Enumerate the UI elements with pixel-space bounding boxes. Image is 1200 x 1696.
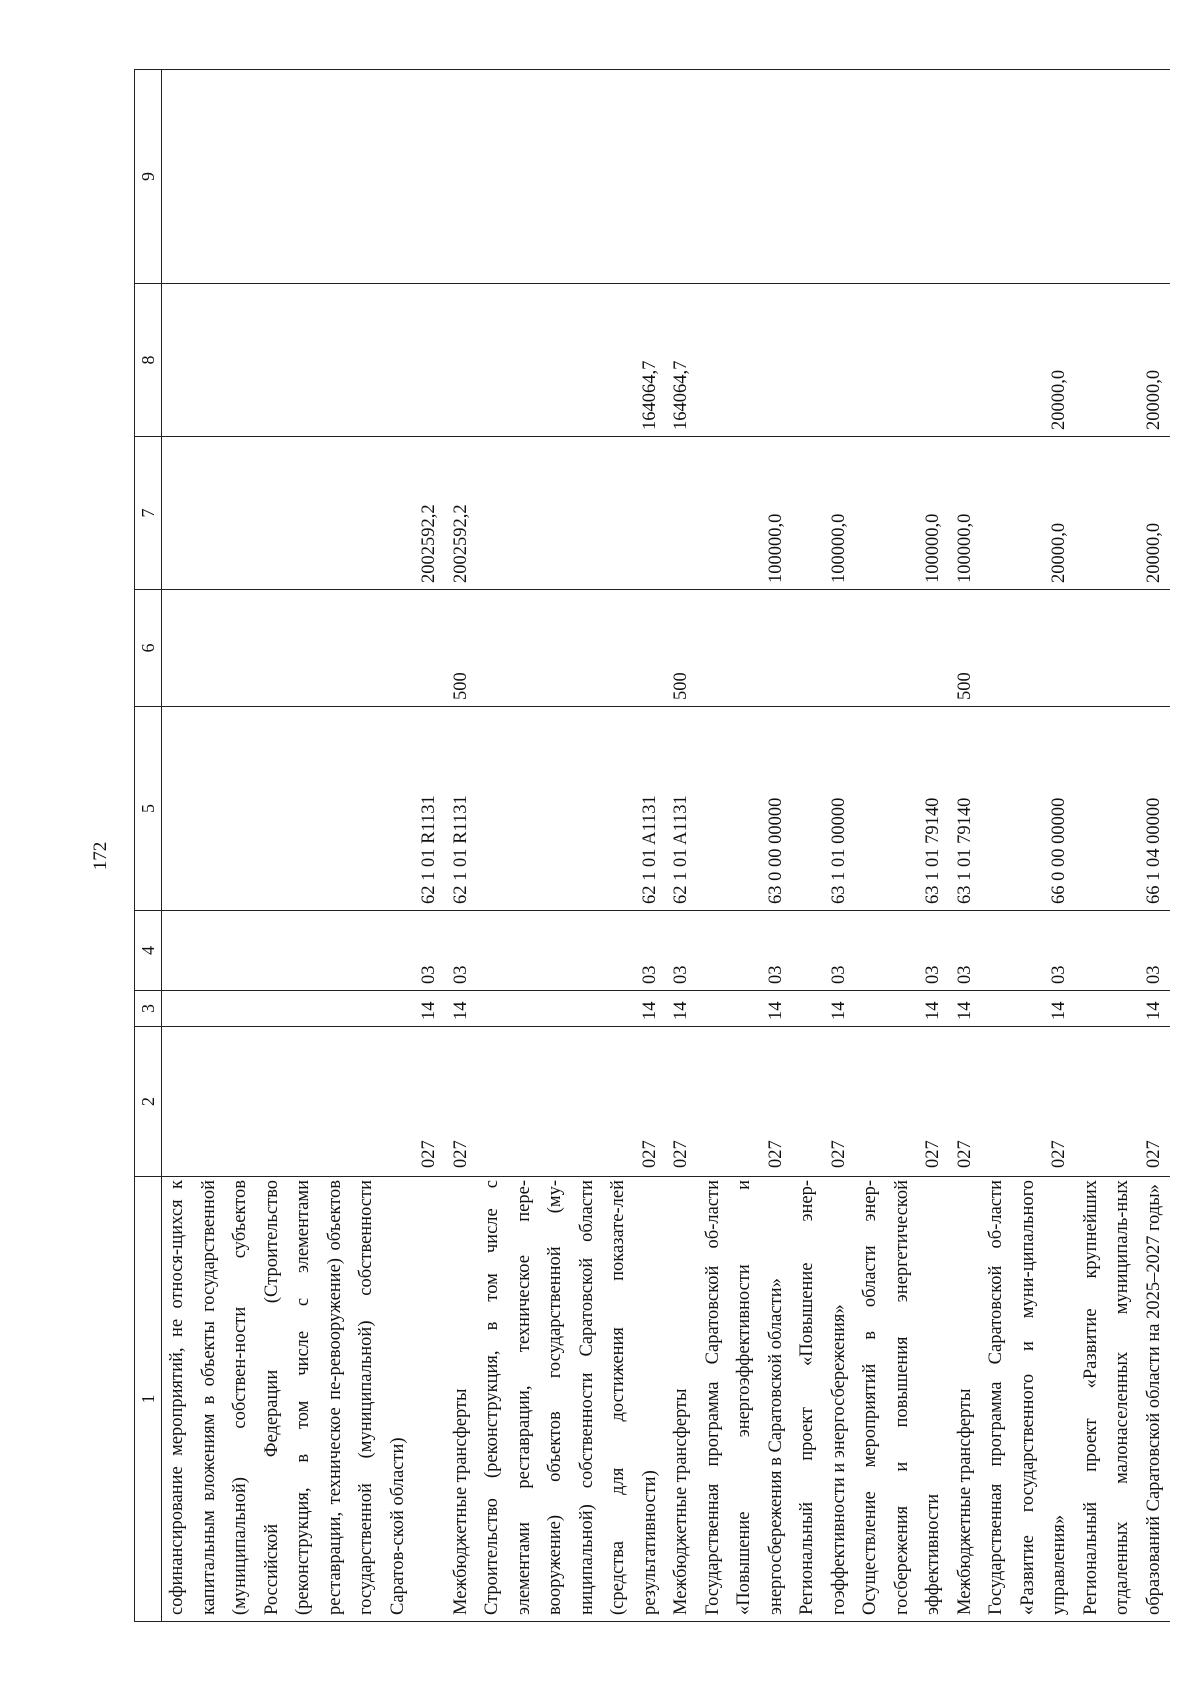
cell-col-2: 027 bbox=[792, 1027, 855, 1177]
row-description: Государственная программа Саратовской об-ласти «Повышение энергоэффективности и энергосбережения в Саратовской области» bbox=[698, 1177, 793, 1622]
cell-col-8: 164064,7 bbox=[666, 284, 698, 437]
cell-col-6 bbox=[855, 590, 950, 707]
column-header-1: 1 bbox=[135, 1177, 162, 1622]
cell-col-7: 2002592,2 bbox=[414, 437, 446, 590]
cell-col-9 bbox=[162, 70, 415, 284]
cell-col-9 bbox=[981, 70, 1076, 284]
row-description: Региональный проект «Развитие крупнейших отдаленных малонаселенных муниципаль-ных образований Саратовской области на 2025–2027 годы» bbox=[1076, 1177, 1171, 1622]
column-header-8: 8 bbox=[135, 284, 162, 437]
cell-col-6 bbox=[981, 590, 1076, 707]
header-row bbox=[135, 70, 162, 1622]
cell-col-9 bbox=[855, 70, 950, 284]
cell-col-8 bbox=[950, 284, 982, 437]
cell-col-2: 027 bbox=[950, 1027, 982, 1177]
row-description: Межбюджетные трансферты bbox=[446, 1177, 478, 1622]
row-description: софинансирование мероприятий, не относя-щихся к капитальным вложениям в объекты государственной (муниципальной) собствен-ности субъектов Российской Федерации (Строительство (реконструкция, в том числе с элементами реставрации, техническое пе-ревооружение) объектов государственной (муниципальной) собственности Саратов-ской области) bbox=[162, 1177, 415, 1622]
cell-col-2: 027 bbox=[666, 1027, 698, 1177]
cell-col-2: 027 bbox=[414, 1027, 446, 1177]
cell-col-7: 100000,0 bbox=[950, 437, 982, 590]
cell-col-5: 66 1 04 00000 bbox=[1076, 707, 1171, 911]
cell-col-5: 63 1 01 79140 bbox=[855, 707, 950, 911]
column-header-5: 5 bbox=[135, 707, 162, 911]
cell-col-8 bbox=[792, 284, 855, 437]
cell-col-2: 027 bbox=[981, 1027, 1076, 1177]
column-header-7: 7 bbox=[135, 437, 162, 590]
page-number: 172 bbox=[90, 841, 111, 871]
cell-col-6 bbox=[162, 590, 415, 707]
cell-col-7: 2002592,2 bbox=[446, 437, 478, 590]
cell-col-7: 20000,0 bbox=[1076, 437, 1171, 590]
row-description: Региональный проект «Повышение энер-гоэффективности и энергосбережения» bbox=[792, 1177, 855, 1622]
cell-col-5: 62 1 01 A1131 bbox=[666, 707, 698, 911]
cell-col-9 bbox=[792, 70, 855, 284]
cell-col-3: 14 bbox=[981, 991, 1076, 1027]
cell-col-6 bbox=[414, 590, 446, 707]
cell-col-3 bbox=[162, 991, 415, 1027]
cell-col-6 bbox=[477, 590, 666, 707]
cell-col-7 bbox=[162, 437, 415, 590]
cell-col-5 bbox=[162, 707, 415, 911]
cell-col-6 bbox=[698, 590, 793, 707]
cell-col-4 bbox=[162, 911, 415, 991]
cell-col-4: 03 bbox=[698, 911, 793, 991]
cell-col-7: 100000,0 bbox=[792, 437, 855, 590]
cell-col-3: 14 bbox=[792, 991, 855, 1027]
cell-col-3: 14 bbox=[950, 991, 982, 1027]
cell-col-3: 14 bbox=[855, 991, 950, 1027]
cell-col-5: 66 0 00 00000 bbox=[981, 707, 1076, 911]
cell-col-3: 14 bbox=[1076, 991, 1171, 1027]
rotated-page bbox=[134, 70, 1168, 1622]
row-description bbox=[414, 1177, 446, 1622]
cell-col-9 bbox=[666, 70, 698, 284]
column-header-2: 2 bbox=[135, 1027, 162, 1177]
cell-col-4: 03 bbox=[855, 911, 950, 991]
table-row bbox=[414, 70, 446, 1622]
cell-col-8 bbox=[414, 284, 446, 437]
cell-col-2: 027 bbox=[446, 1027, 478, 1177]
row-description: Осуществление мероприятий в области энер-госбережения и повышения энергетической эффективности bbox=[855, 1177, 950, 1622]
row-description: Строительство (реконструкция, в том числе с элементами реставрации, техническое пере-вооружение) объектов государственной (му-ниципальной) собственности Саратовской области (средства для достижения показате-лей результативности) bbox=[477, 1177, 666, 1622]
cell-col-4: 03 bbox=[477, 911, 666, 991]
table-row bbox=[1076, 70, 1171, 1622]
cell-col-4: 03 bbox=[981, 911, 1076, 991]
cell-col-8 bbox=[698, 284, 793, 437]
cell-col-8: 20000,0 bbox=[981, 284, 1076, 437]
table-row bbox=[950, 70, 982, 1622]
cell-col-6: 500 bbox=[666, 590, 698, 707]
cell-col-8 bbox=[446, 284, 478, 437]
table-row bbox=[698, 70, 793, 1622]
cell-col-5: 62 1 01 R1131 bbox=[446, 707, 478, 911]
table-row bbox=[666, 70, 698, 1622]
column-header-4: 4 bbox=[135, 911, 162, 991]
row-description: Межбюджетные трансферты bbox=[666, 1177, 698, 1622]
table-row bbox=[446, 70, 478, 1622]
cell-col-5: 62 1 01 A1131 bbox=[477, 707, 666, 911]
cell-col-7: 100000,0 bbox=[698, 437, 793, 590]
cell-col-4: 03 bbox=[446, 911, 478, 991]
cell-col-2: 027 bbox=[1076, 1027, 1171, 1177]
cell-col-7: 100000,0 bbox=[855, 437, 950, 590]
cell-col-7 bbox=[477, 437, 666, 590]
cell-col-2: 027 bbox=[698, 1027, 793, 1177]
table-row bbox=[162, 70, 415, 1622]
cell-col-3: 14 bbox=[477, 991, 666, 1027]
cell-col-5: 63 1 01 00000 bbox=[792, 707, 855, 911]
cell-col-2: 027 bbox=[477, 1027, 666, 1177]
cell-col-3: 14 bbox=[446, 991, 478, 1027]
cell-col-5: 63 1 01 79140 bbox=[950, 707, 982, 911]
cell-col-5: 62 1 01 R1131 bbox=[414, 707, 446, 911]
cell-col-9 bbox=[698, 70, 793, 284]
table-row bbox=[792, 70, 855, 1622]
cell-col-6 bbox=[1076, 590, 1171, 707]
cell-col-6: 500 bbox=[950, 590, 982, 707]
cell-col-7 bbox=[666, 437, 698, 590]
column-header-6: 6 bbox=[135, 590, 162, 707]
column-header-3: 3 bbox=[135, 991, 162, 1027]
cell-col-2 bbox=[162, 1027, 415, 1177]
cell-col-8: 164064,7 bbox=[477, 284, 666, 437]
cell-col-3: 14 bbox=[698, 991, 793, 1027]
cell-col-9 bbox=[950, 70, 982, 284]
budget-table bbox=[134, 69, 1170, 1622]
cell-col-3: 14 bbox=[414, 991, 446, 1027]
cell-col-4: 03 bbox=[414, 911, 446, 991]
cell-col-4: 03 bbox=[792, 911, 855, 991]
cell-col-8 bbox=[855, 284, 950, 437]
row-description: Межбюджетные трансферты bbox=[950, 1177, 982, 1622]
cell-col-9 bbox=[477, 70, 666, 284]
cell-col-4: 03 bbox=[950, 911, 982, 991]
cell-col-9 bbox=[446, 70, 478, 284]
cell-col-8: 20000,0 bbox=[1076, 284, 1171, 437]
cell-col-4: 03 bbox=[666, 911, 698, 991]
cell-col-9 bbox=[1076, 70, 1171, 284]
cell-col-9 bbox=[414, 70, 446, 284]
cell-col-7: 20000,0 bbox=[981, 437, 1076, 590]
cell-col-6 bbox=[792, 590, 855, 707]
row-description: Государственная программа Саратовской об-ласти «Развитие государственного и муни-ципального управления» bbox=[981, 1177, 1076, 1622]
cell-col-3: 14 bbox=[666, 991, 698, 1027]
table-row bbox=[855, 70, 950, 1622]
cell-col-8 bbox=[162, 284, 415, 437]
cell-col-6: 500 bbox=[446, 590, 478, 707]
cell-col-5: 63 0 00 00000 bbox=[698, 707, 793, 911]
cell-col-4: 03 bbox=[1076, 911, 1171, 991]
table-row bbox=[477, 70, 666, 1622]
table-row bbox=[981, 70, 1076, 1622]
cell-col-2: 027 bbox=[855, 1027, 950, 1177]
column-header-9: 9 bbox=[135, 70, 162, 284]
